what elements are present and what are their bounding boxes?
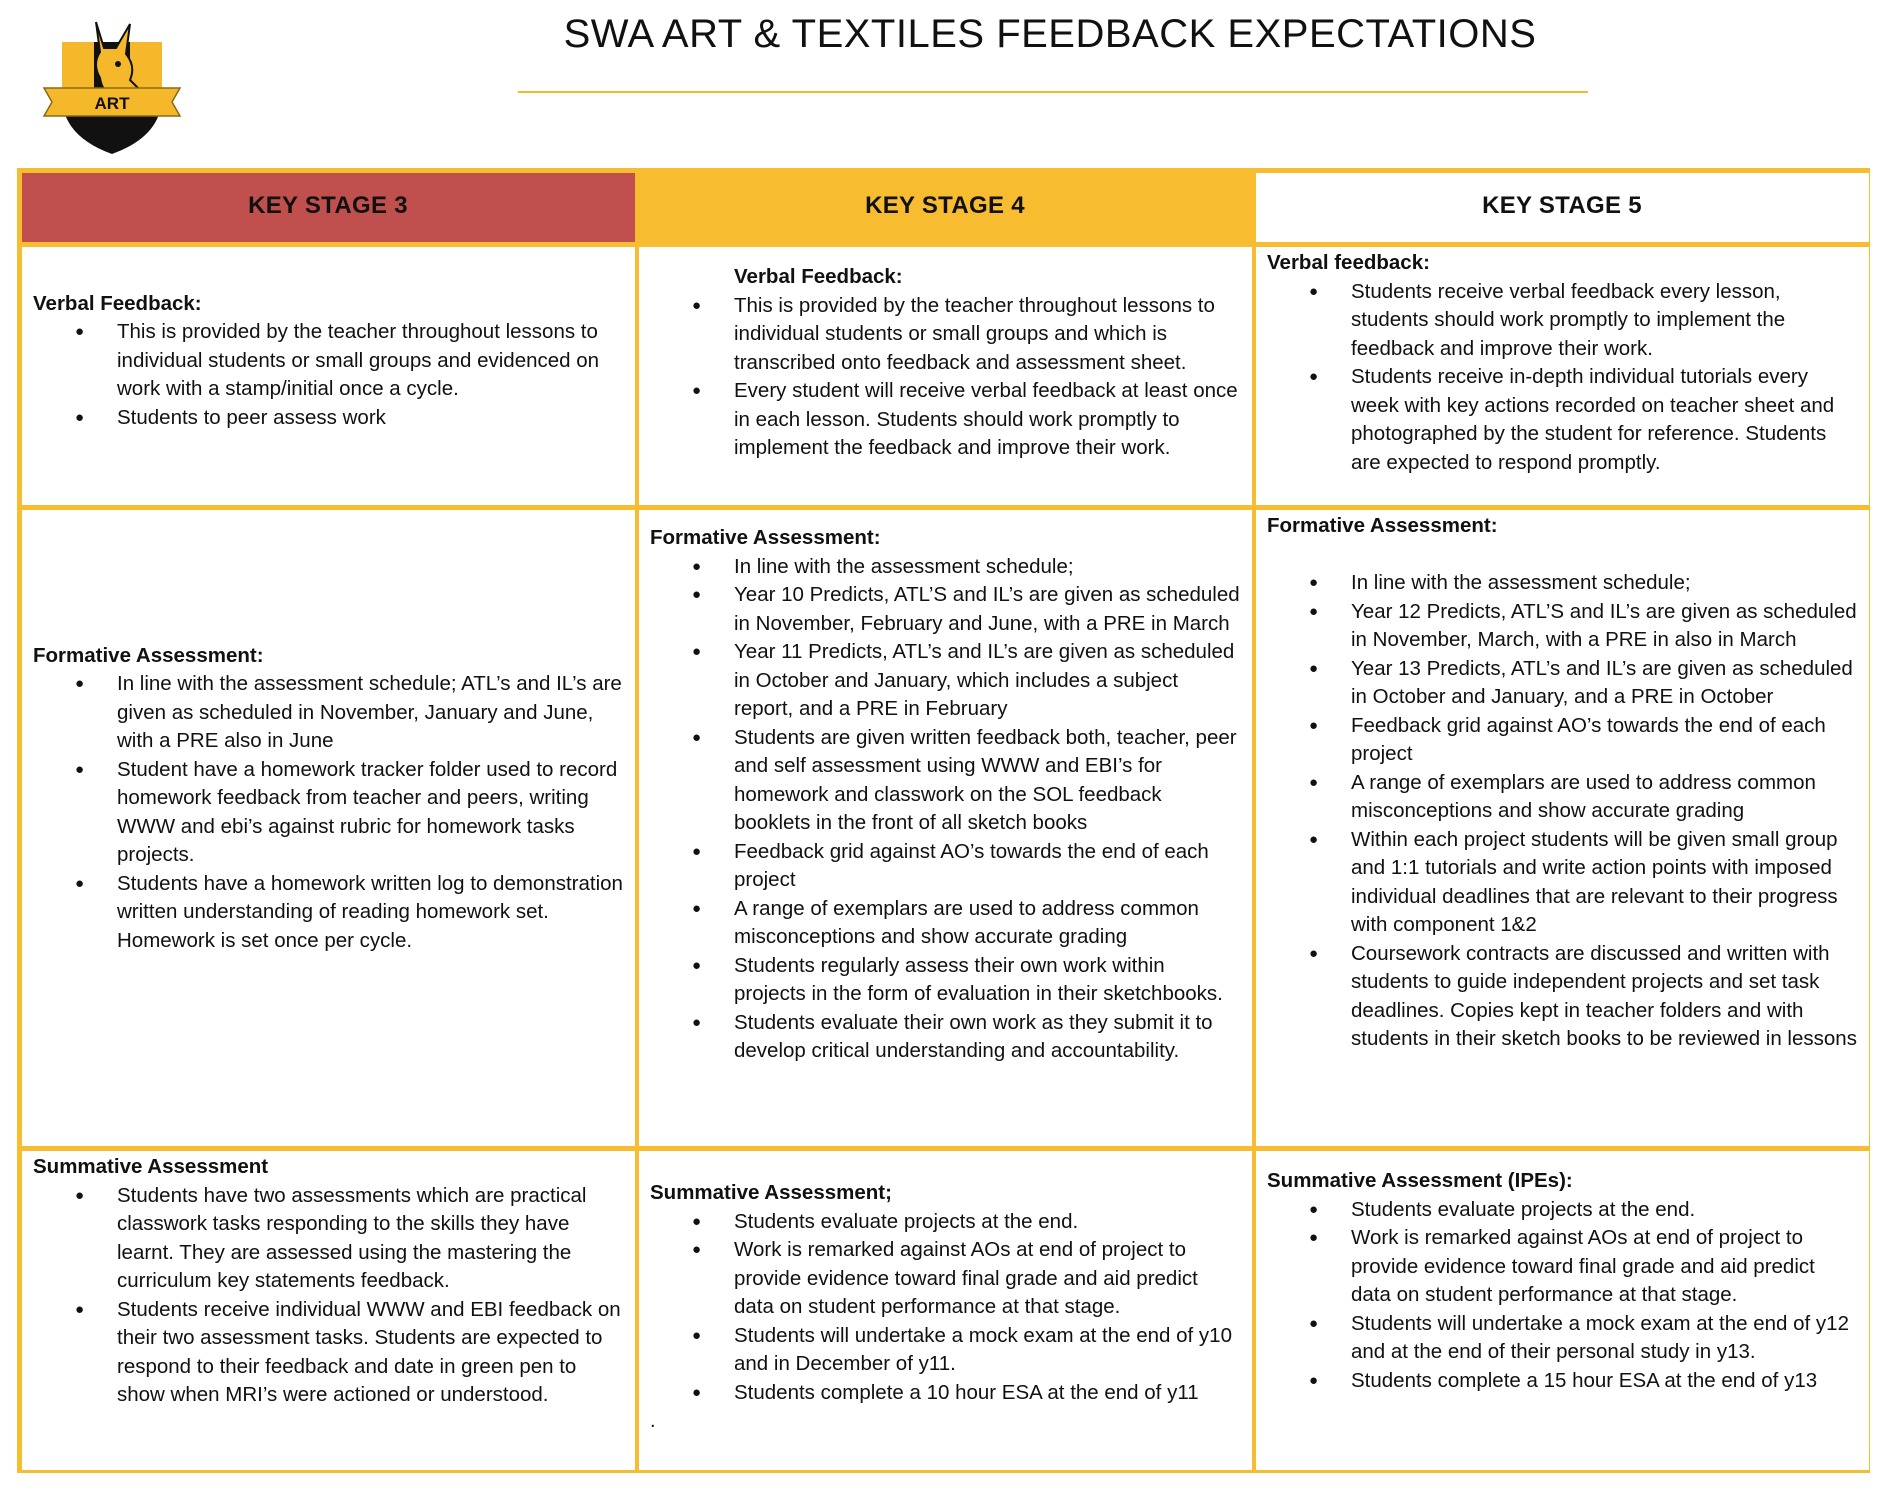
list-item: ● Students have a homework written log to demonstration written understanding of reading homework set. Homework is set once per cycle. bbox=[33, 870, 623, 956]
title-divider bbox=[518, 91, 1588, 93]
list-item: ● Feedback grid against AO’s towards the end of each project bbox=[650, 838, 1240, 895]
list-item: ● Students receive in-depth individual tutorials every week with key actions recorded on teacher sheet and photographed by the student for reference. Students are expected to respond promptly. bbox=[1267, 363, 1857, 477]
list-item: ● Within each project students will be given small group and 1:1 tutorials and write action points with imposed individual deadlines that are relevant to their progress with component 1&2 bbox=[1267, 826, 1857, 940]
list-item: ● Student have a homework tracker folder used to record homework feedback from teacher and peers, writing WWW and ebi’s against rubric for homework tasks projects. bbox=[33, 756, 623, 870]
list-item: ● In line with the assessment schedule; bbox=[1267, 569, 1857, 598]
header-key-stage-4: KEY STAGE 4 bbox=[639, 173, 1252, 242]
ks5-summative-heading: Summative Assessment (IPEs): bbox=[1267, 1169, 1573, 1192]
list-item: ● Students have two assessments which are practical classwork tasks responding to the skills they have learnt. They are assessed using the mastering the curriculum key statements feedback. bbox=[33, 1182, 623, 1296]
ks4-verbal-heading: Verbal Feedback: bbox=[734, 265, 903, 288]
list-item: ● Coursework contracts are discussed and written with students to guide independent projects and set task deadlines. Copies kept in teacher folders and with students in their sketch books to be reviewed in lessons bbox=[1267, 940, 1857, 1054]
ks5-formative-heading: Formative Assessment: bbox=[1267, 514, 1498, 537]
list-item: ● Students evaluate projects at the end. bbox=[650, 1208, 1240, 1237]
ks4-formative-list bbox=[650, 553, 1240, 1066]
ks5-verbal-cell bbox=[1256, 247, 1869, 505]
ks4-formative-heading: Formative Assessment: bbox=[650, 526, 881, 549]
list-item: ● Students regularly assess their own work within projects in the form of evaluation in their sketchbooks. bbox=[650, 952, 1240, 1009]
ks3-verbal-heading: Verbal Feedback: bbox=[33, 291, 202, 315]
feedback-table bbox=[17, 168, 1870, 1473]
list-item: ● This is provided by the teacher throughout lessons to individual students or small groups and which is transcribed onto feedback and assessment sheet. bbox=[650, 292, 1240, 378]
list-item: ● A range of exemplars are used to address common misconceptions and show accurate grading bbox=[650, 895, 1240, 952]
ks3-formative-list bbox=[33, 670, 623, 955]
ks5-summative-cell bbox=[1256, 1151, 1869, 1470]
list-item: ● This is provided by the teacher throughout lessons to individual students or small groups and evidenced on work with a stamp/initial once a cycle. bbox=[33, 318, 623, 404]
list-item: ● Year 11 Predicts, ATL’s and IL’s are given as scheduled in October and January, which includes a subject report, and a PRE in February bbox=[650, 638, 1240, 724]
ks4-formative-cell bbox=[639, 510, 1252, 1146]
list-item: ● Every student will receive verbal feedback at least once in each lesson. Students should work promptly to implement the feedback and improve their work. bbox=[650, 377, 1240, 463]
ks3-summative-cell bbox=[22, 1151, 635, 1470]
header-key-stage-5: KEY STAGE 5 bbox=[1256, 173, 1869, 242]
list-item: ● Students evaluate projects at the end. bbox=[1267, 1196, 1857, 1225]
page-title: SWA ART & TEXTILES FEEDBACK EXPECTATIONS bbox=[563, 12, 1537, 56]
list-item: ● Students receive individual WWW and EBI feedback on their two assessment tasks. Students are expected to respond to their feedback and date in green pen to show when MRI’s were actioned or understood. bbox=[33, 1296, 623, 1410]
ks3-formative-cell bbox=[22, 510, 635, 1146]
list-item: ● Year 12 Predicts, ATL’S and IL’s are given as scheduled in November, March, with a PRE in also in March bbox=[1267, 598, 1857, 655]
ks3-formative-heading: Formative Assessment: bbox=[33, 643, 264, 667]
list-item: ● In line with the assessment schedule; bbox=[650, 553, 1240, 582]
ks5-verbal-heading: Verbal feedback: bbox=[1267, 251, 1430, 274]
ks5-verbal-list bbox=[1267, 278, 1857, 478]
list-item: ● Students will undertake a mock exam at the end of y10 and in December of y11. bbox=[650, 1322, 1240, 1379]
ks5-formative-cell bbox=[1256, 510, 1869, 1146]
ks4-verbal-cell bbox=[639, 247, 1252, 505]
list-item: ● A range of exemplars are used to address common misconceptions and show accurate grading bbox=[1267, 769, 1857, 826]
ks4-summative-cell bbox=[639, 1151, 1252, 1470]
list-item: ● Students to peer assess work bbox=[33, 404, 623, 433]
list-item: ● Year 13 Predicts, ATL’s and IL’s are given as scheduled in October and January, and a PRE in October bbox=[1267, 655, 1857, 712]
ks3-verbal-cell bbox=[22, 247, 635, 505]
list-item: ● Students complete a 10 hour ESA at the end of y11 bbox=[650, 1379, 1240, 1408]
kangaroo-shield-logo bbox=[38, 18, 186, 156]
header-key-stage-3: KEY STAGE 3 bbox=[22, 173, 635, 242]
list-item: ● Work is remarked against AOs at end of project to provide evidence toward final grade and aid predict data on student performance at that stage. bbox=[650, 1236, 1240, 1322]
list-item: ● In line with the assessment schedule; ATL’s and IL’s are given as scheduled in November, January and June, with a PRE also in June bbox=[33, 670, 623, 756]
list-item: ● Students will undertake a mock exam at the end of y12 and at the end of their personal study in y13. bbox=[1267, 1310, 1857, 1367]
ks3-summative-list bbox=[33, 1182, 623, 1410]
ks4-summative-list bbox=[650, 1208, 1240, 1408]
ks5-formative-list bbox=[1267, 569, 1857, 1054]
list-item: ● Students are given written feedback both, teacher, peer and self assessment using WWW and EBI’s for homework and classwork on the SOL feedback booklets in the front of all sketch books bbox=[650, 724, 1240, 838]
ks4-verbal-list bbox=[650, 292, 1240, 463]
list-item: ● Work is remarked against AOs at end of project to provide evidence toward final grade and aid predict data on student performance at that stage. bbox=[1267, 1224, 1857, 1310]
ks3-summative-heading: Summative Assessment bbox=[33, 1155, 269, 1178]
list-item: ● Year 10 Predicts, ATL’S and IL’s are given as scheduled in November, February and June, with a PRE in March bbox=[650, 581, 1240, 638]
ks5-summative-list bbox=[1267, 1196, 1857, 1396]
trailing-period: . bbox=[650, 1410, 656, 1432]
list-item: ● Feedback grid against AO’s towards the end of each project bbox=[1267, 712, 1857, 769]
list-item: ● Students complete a 15 hour ESA at the end of y13 bbox=[1267, 1367, 1857, 1396]
ks3-verbal-list bbox=[33, 318, 623, 432]
list-item: ● Students evaluate their own work as they submit it to develop critical understanding and accountability. bbox=[650, 1009, 1240, 1066]
logo-banner-text: ART bbox=[94, 94, 130, 113]
list-item: ● Students receive verbal feedback every lesson, students should work promptly to implement the feedback and improve their work. bbox=[1267, 278, 1857, 364]
ks4-summative-heading: Summative Assessment; bbox=[650, 1181, 892, 1204]
